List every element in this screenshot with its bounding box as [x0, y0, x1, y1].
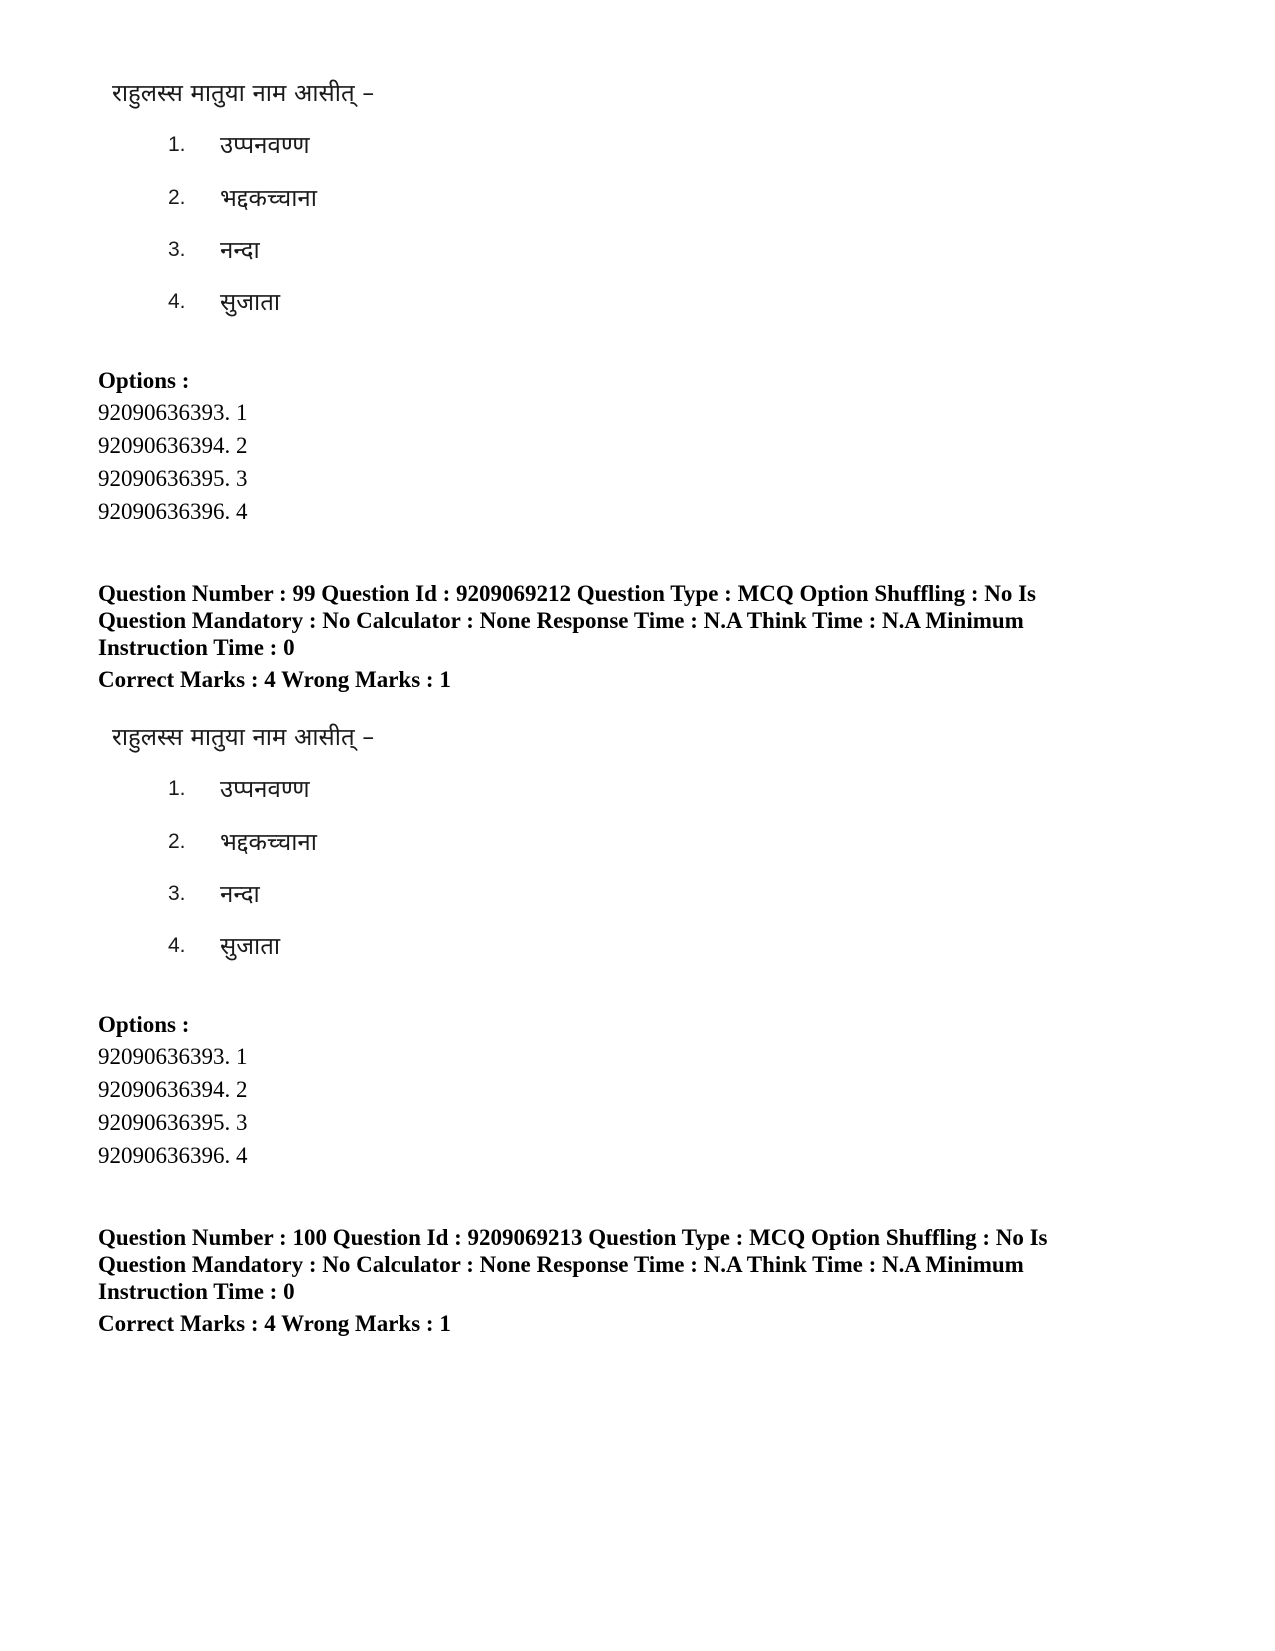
question-choice — [168, 285, 280, 319]
question-choice — [168, 128, 310, 162]
question-meta-100 — [98, 1224, 1188, 1339]
question-meta-99 — [98, 580, 1188, 695]
meta-line: Instruction Time : 0 — [98, 635, 295, 660]
options-label: Options : — [98, 1012, 190, 1037]
choice-number: 2. — [168, 829, 186, 853]
option-item: 92090636395. 3 — [98, 466, 248, 491]
options-section — [98, 1010, 1188, 1172]
choice-text: भद्दकच्चाना — [220, 828, 317, 856]
meta-line: Question Number : 100 Question Id : 9209069213 Question Type : MCQ Option Shuffling : No Is — [98, 1225, 1048, 1250]
choice-number: 3. — [168, 237, 186, 261]
choice-number: 4. — [168, 289, 186, 313]
option-item: 92090636393. 1 — [98, 1044, 248, 1069]
marks-line: Correct Marks : 4 Wrong Marks : 1 — [98, 1311, 451, 1336]
meta-line: Question Mandatory : No Calculator : None Response Time : N.A Think Time : N.A Minimum — [98, 608, 1024, 633]
option-item: 92090636396. 4 — [98, 499, 248, 524]
meta-line: Question Number : 99 Question Id : 9209069212 Question Type : MCQ Option Shuffling : No Is — [98, 581, 1037, 606]
choice-text: नन्दा — [220, 880, 260, 908]
option-item: 92090636396. 4 — [98, 1143, 248, 1168]
question-image-99 — [98, 722, 698, 982]
option-item: 92090636394. 2 — [98, 1077, 248, 1102]
choice-number: 4. — [168, 933, 186, 957]
question-image-98 — [98, 78, 698, 338]
choice-number: 2. — [168, 185, 186, 209]
question-choice — [168, 825, 317, 859]
options-section — [98, 366, 1188, 528]
choice-number: 1. — [168, 776, 186, 800]
question-choice — [168, 181, 317, 215]
question-stem: राहुलस्स मातुया नाम आसीत् – — [112, 723, 375, 751]
choice-text: सुजाता — [220, 932, 281, 960]
meta-line: Instruction Time : 0 — [98, 1279, 295, 1304]
question-choice — [168, 929, 280, 963]
option-item: 92090636394. 2 — [98, 433, 248, 458]
choice-text: उप्पनवण्ण — [220, 775, 310, 803]
question-choice — [168, 233, 260, 267]
choice-text: नन्दा — [220, 236, 260, 264]
meta-line: Question Mandatory : No Calculator : None Response Time : N.A Think Time : N.A Minimum — [98, 1252, 1024, 1277]
choice-text: भद्दकच्चाना — [220, 184, 317, 212]
choice-number: 1. — [168, 132, 186, 156]
question-stem: राहुलस्स मातुया नाम आसीत् – — [112, 79, 375, 107]
option-item: 92090636395. 3 — [98, 1110, 248, 1135]
option-item: 92090636393. 1 — [98, 400, 248, 425]
choice-text: उप्पनवण्ण — [220, 131, 310, 159]
marks-line: Correct Marks : 4 Wrong Marks : 1 — [98, 667, 451, 692]
options-label: Options : — [98, 368, 190, 393]
choice-text: सुजाता — [220, 288, 281, 316]
question-choice — [168, 877, 260, 911]
choice-number: 3. — [168, 881, 186, 905]
question-choice — [168, 772, 310, 806]
